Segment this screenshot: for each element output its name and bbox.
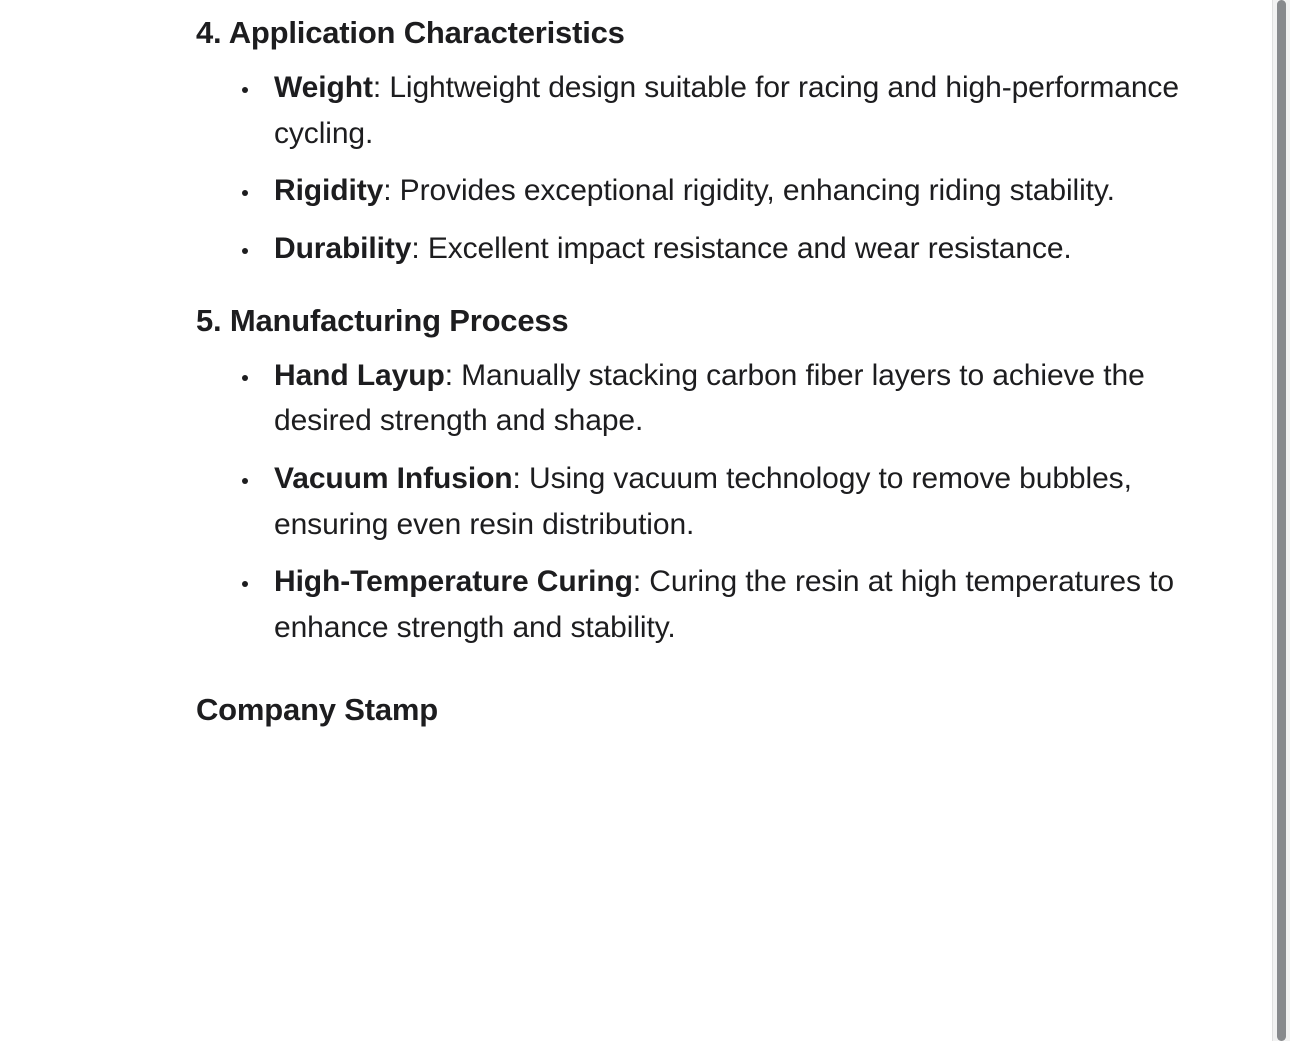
list-item (196, 559, 1232, 650)
section-heading: 5. Manufacturing Process (196, 302, 569, 338)
bullet-list (196, 65, 1232, 271)
list-item (196, 65, 1232, 156)
list-item-text: : Excellent impact resistance and wear resistance. (411, 231, 1072, 265)
section-manufacturing-process (196, 302, 1232, 651)
list-item-text: : Provides exceptional rigidity, enhancing riding stability. (383, 174, 1115, 208)
scrollbar-thumb[interactable] (1277, 0, 1286, 1041)
list-item-text: : Curing the resin at high temperatures to enhance strength and stability. (274, 565, 1174, 644)
list-item-term: Vacuum Infusion (274, 461, 513, 495)
section-heading: 4. Application Characteristics (196, 15, 625, 50)
list-item-text: : Using vacuum technology to remove bubbles, ensuring even resin distribution. (274, 461, 1132, 541)
vertical-scrollbar[interactable] (1272, 0, 1290, 1041)
list-item-text: : Lightweight design suitable for racing and high-performance cycling. (274, 71, 1179, 150)
section-company-stamp (196, 692, 1232, 728)
section-application-characteristics (196, 14, 1232, 272)
company-stamp-heading: Company Stamp (196, 692, 438, 728)
list-item (196, 456, 1232, 547)
list-item-term: Rigidity (274, 174, 384, 208)
bullet-list (196, 353, 1232, 651)
list-item-term: Durability (274, 231, 412, 265)
list-item-term: Weight (274, 71, 373, 105)
list-item-term: High-Temperature Curing (274, 565, 633, 599)
list-item-term: Hand Layup (274, 358, 445, 392)
list-item (196, 168, 1232, 214)
list-item-text: : Manually stacking carbon fiber layers to achieve the desired strength and shape. (274, 358, 1145, 438)
list-item (196, 226, 1232, 272)
document-content (196, 0, 1232, 728)
list-item (196, 353, 1232, 444)
